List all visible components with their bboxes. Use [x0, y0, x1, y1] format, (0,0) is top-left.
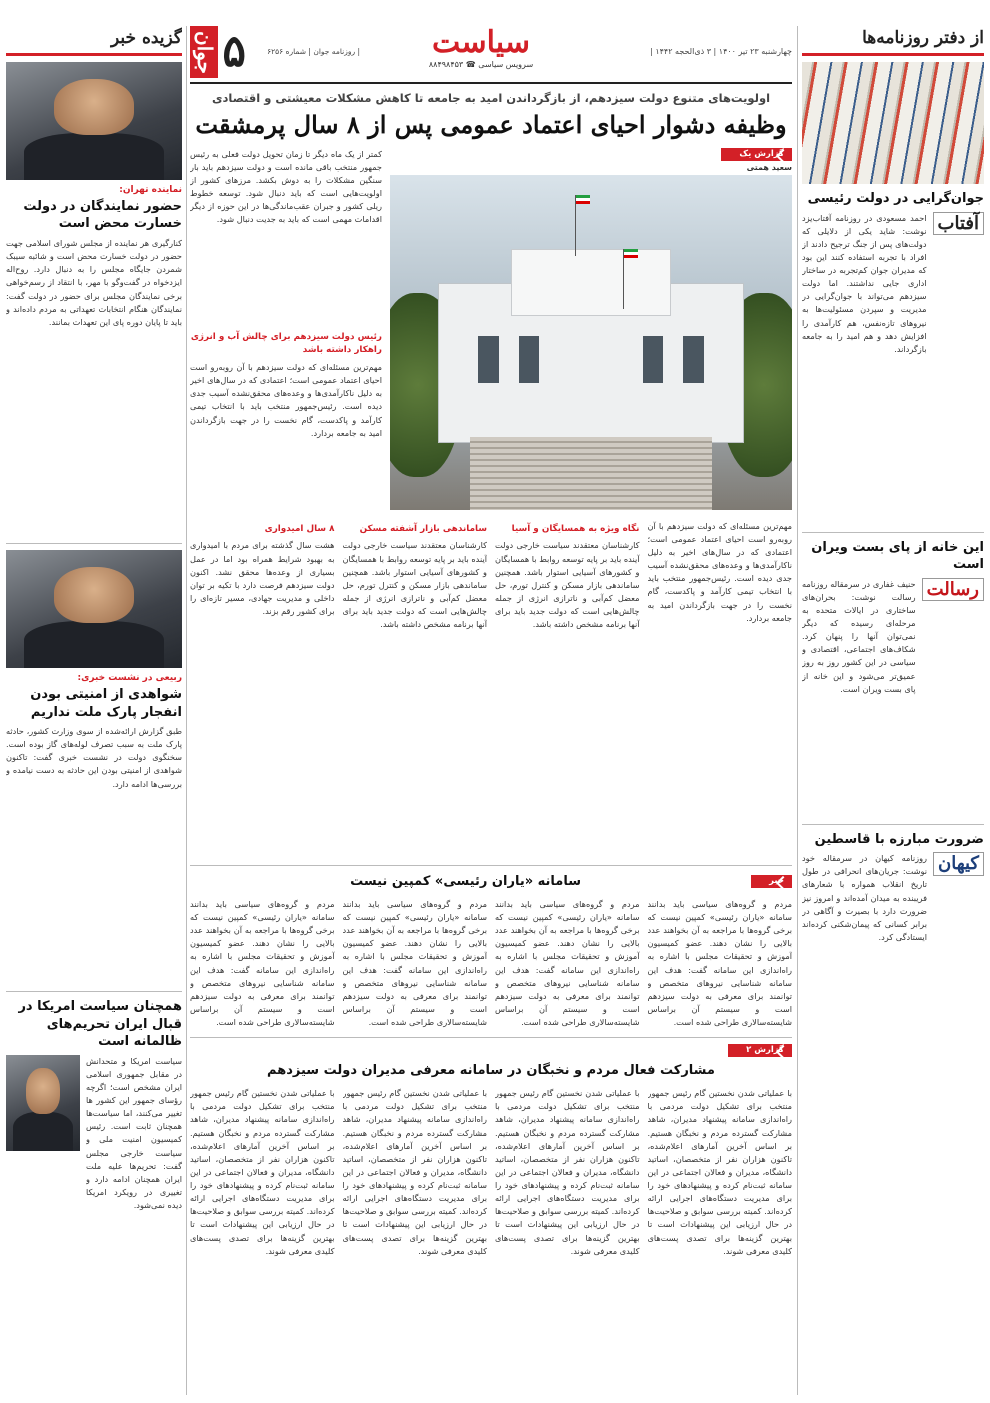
- main-col-text: کارشناسان معتقدند سیاست خارجی دولت آینده باید بر پایه توسعه روابط با همسایگان و کشورهای آسیایی استوار باشد. همچنین ساماندهی بازار مسکن و کنترل تورم، حل معضل کم‌آبی و ناترازی انرژی از جمله چالش‌هایی است که دولت جدید باید برای آنها برنامه مشخص داشته باشد.: [495, 540, 640, 630]
- subhead-eight-years: ۸ سال امیدواری: [264, 523, 335, 534]
- news-digest-title: گزیده خبر: [111, 27, 182, 48]
- main-col-text: کارشناسان معتقدند سیاست خارجی دولت آینده باید بر پایه توسعه روابط با همسایگان و کشورهای آسیایی استوار باشد. همچنین ساماندهی بازار مسکن و کنترل تورم، حل معضل کم‌آبی و ناترازی انرژی از جمله چالش‌هایی است که دولت جدید باید برای آنها برنامه مشخص داشته باشد.: [342, 540, 487, 630]
- press-story-body: احمد مسعودی در روزنامه آفتاب‌یزد نوشت: شاید یکی از دلایلی که دولت‌های پس از جنگ ترجیح دادند از افراد با تجربه استفاده کنند این بود که مدیران جوان کم‌تجربه در ساختار اداری جایی نداشتند. اما دولت سیزدهم می‌تواند با جوان‌گرایی در مدیریت و سپردن مسئولیت‌ها به نیروهای تازه‌نفس، هم کارآمدی را افزایش دهد و هم امید را به جامعه بازگرداند.: [802, 212, 927, 354]
- report-two-text: با عملیاتی شدن نخستین گام رئیس جمهور منتخب برای تشکیل دولت مردمی با راه‌اندازی سامانه پیشنهاد مدیران، شاهد مشارکت گسترده مردم و نخبگان هستیم. بر اساس آخرین آمارهای اعلام‌شده، تاکنون هزاران نفر از متخصصان، اساتید دانشگاه، مدیران و فعالان اجتماعی در این سامانه ثبت‌نام کرده و پیشنهادهای خود را برای مدیریت دستگاه‌های اجرایی ارائه کرده‌اند. کمیته بررسی سوابق و صلاحیت‌ها در حال ارزیابی این پیشنهادات است تا بهترین گزینه‌ها برای تصدی پست‌های کلیدی معرفی شوند.: [190, 1088, 335, 1256]
- digest-body: کنارگیری هر نماینده از مجلس شورای اسلامی جهت حضور در دولت خسارت محض است و شائبه سیبک شمردن جایگاه مجلس را به دنبال دارد. روح‌اله ایزدخواه در گفت‌وگو با مهر، با انتقاد از رسم‌خواهی برخی نمایندگان مجلس برای حضور در دولت گفت: نمایندگان هنگام انتخابات تعهداتی به مردم داده‌اند و باید تا پایان دوره پای این تعهدات بمانند.: [6, 238, 182, 327]
- page-number: ۵: [222, 26, 246, 77]
- report-two: [190, 1044, 792, 1387]
- main-lead-block: [190, 148, 382, 514]
- news-box-text: مرد‌م و گروه‌های سیاسی باید بدانند سامانه «یاران رئیسی» کمپین نیست که برخی گروه‌ها با مراجعه به آن بخواهند عدد بالایی را نشان دهند. عضو کمیسیون آموزش و تحقیقات مجلس با اشاره به راه‌اندازی این سامانه گفت: هدف این سامانه شناسایی نیروهای متخصص و توانمند برای معرفی به دولت سیزدهم است و سیستم آن براساس شایسته‌سالاری طراحی شده است.: [495, 898, 640, 1028]
- digest-title: شواهدی از امنیتی بودن انفجار پارک ملت نداریم: [30, 686, 182, 720]
- press-story-body: حنیف غفاری در سرمقاله روزنامه رسالت نوشت: بحران‌های ساختاری در ایالات متحده به مرحله‌ای رسیده که دیگر نمی‌توان آنها را پنهان کرد. شکاف‌های اجتماعی، اقتصادی و سیاسی در این کشور روز به روز عمیق‌تر می‌شود و این خانه از پای بست ویران است.: [802, 578, 916, 694]
- report-two-title: مشارکت فعال مردم و نخبگان در سامانه معرفی مدیران دولت سیزدهم: [267, 1062, 715, 1078]
- press-review-header: [802, 26, 984, 56]
- main-lead: کمتر از یک ماه دیگر تا زمان تحویل دولت فعلی به رئیس جمهور منتخب باقی مانده است و دولت سیزدهم باید بار سنگین مشکلات را به دوش بکشد. مرزهای کشور از اولویت‌هایی است که باید دنبال شود. توسعه خطوط ریلی کشور و جبران عقب‌ماندگی‌ها در این حوزه از دیگر اقدامات مهمی است که باید به جدیت دنبال شود.: [190, 148, 382, 225]
- press-story-1: [802, 190, 984, 526]
- subhead-water-energy: رئیس دولت سیزدهم برای چالش آب و انرژی راهکار داشته باشد: [190, 331, 382, 356]
- news-digest-header: [6, 26, 182, 56]
- digest-kicker: نماینده تهران:: [119, 185, 182, 195]
- aftab-logo: آفتاب: [933, 212, 984, 236]
- digest-story-3: [6, 991, 182, 1345]
- section-logo-block: [396, 26, 566, 71]
- section-logo: سیاست: [432, 25, 530, 60]
- masthead: [190, 26, 792, 84]
- rabiei-portrait: [6, 550, 182, 668]
- report-two-text: با عملیاتی شدن نخستین گام رئیس جمهور منتخب برای تشکیل دولت مردمی با راه‌اندازی سامانه پیشنهاد مدیران، شاهد مشارکت گسترده مردم و نخبگان هستیم. بر اساس آخرین آمارهای اعلام‌شده، تاکنون هزاران نفر از متخصصان، اساتید دانشگاه، مدیران و فعالان اجتماعی در این سامانه ثبت‌نام کرده و پیشنهادهای خود را برای مدیریت دستگاه‌های اجرایی ارائه کرده‌اند. کمیته بررسی سوابق و صلاحیت‌ها در حال ارزیابی این پیشنهادات است تا بهترین گزینه‌ها برای تصدی پست‌های کلیدی معرفی شوند.: [647, 1088, 792, 1256]
- press-story-3: [802, 824, 984, 1233]
- kayhan-logo: کیهان: [933, 852, 984, 876]
- news-tag: خبر: [751, 875, 792, 888]
- press-story-body: روزنامه کیهان در سرمقاله خود نوشت: جریان‌های انحرافی در طول تاریخ انقلاب همواره با شعارهای فریبنده به میدان آمده‌اند و امروز نیز ضرورت دارد با بصیرت و آگاهی در برابر کسانی که پیمان‌شکنی کرده‌اند ایستادگی کرد.: [802, 853, 927, 942]
- news-box-text: مرد‌م و گروه‌های سیاسی باید بدانند سامانه «یاران رئیسی» کمپین نیست که برخی گروه‌ها با مراجعه به آن بخواهند عدد بالایی را نشان دهند. عضو کمیسیون آموزش و تحقیقات مجلس با اشاره به راه‌اندازی این سامانه گفت: هدف این سامانه شناسایی نیروهای متخصص و توانمند برای معرفی به دولت سیزدهم است و سیستم آن براساس شایسته‌سالاری طراحی شده است.: [342, 898, 487, 1028]
- press-review-title: از دفتر روزنامه‌ها: [862, 27, 984, 48]
- main-col-text: مهم‌ترین مسئله‌ای که دولت سیزدهم با آن روبه‌رو است احیای اعتماد عمومی است؛ اعتمادی که در سال‌های اخیر به دلیل ناکارآمدی‌ها و وعده‌های محقق‌نشده آسیب جدی دیده است. رئیس‌جمهور منتخب باید با انتخاب تیمی کارآمد و پاکدست، گام نخست را در جهت بازگرداندن امید به جامعه بردارد.: [647, 520, 792, 623]
- izadkhah-portrait: [6, 62, 182, 180]
- main-headline: وظیفه دشوار احیای اعتماد عمومی پس از ۸ سال پرمشقت: [195, 109, 787, 139]
- column-divider: [186, 26, 187, 1395]
- column-divider: [797, 26, 798, 1395]
- main-kicker: اولویت‌های متنوع دولت سیزدهم، از بازگرداندن امید به جامعه تا کاهش مشکلات معیشتی و اقتصادی: [211, 91, 771, 105]
- digest-story-1: [6, 184, 182, 537]
- main-col-4: [190, 520, 335, 861]
- date-line: چهارشنبه ۲۳ تیر ۱۴۰۰ | ۳ ذی‌الحجه ۱۴۴۲ |: [650, 47, 792, 56]
- paper-brand-block: [190, 26, 360, 78]
- amirabadi-portrait: [6, 1055, 80, 1151]
- right-column: [802, 26, 984, 1395]
- author-name: سعید همتی: [746, 162, 792, 172]
- main-col-2: [495, 520, 640, 861]
- press-story-title: جوان‌گرایی در دولت رئیسی: [807, 191, 984, 206]
- center-area: [190, 26, 792, 1395]
- digest-story-2: [6, 543, 182, 985]
- paper-logo: جوان: [190, 26, 218, 78]
- paper-info: | روزنامه جوان | شماره ۶۲۵۶: [267, 47, 360, 57]
- main-story-columns: [190, 520, 792, 866]
- left-column: [6, 26, 182, 1395]
- press-story-2: [802, 532, 984, 818]
- main-top-row: [190, 148, 792, 514]
- main-col-1: [648, 520, 793, 861]
- resalat-logo: رسالت: [922, 578, 984, 602]
- report-tag: گزارش یک: [721, 148, 792, 161]
- main-body-a: مهم‌ترین مسئله‌ای که دولت سیزدهم با آن روبه‌رو است احیای اعتماد عمومی است؛ اعتمادی که در سال‌های اخیر به دلیل ناکارآمدی‌ها و وعده‌های محقق‌نشده آسیب جدی دیده است. رئیس‌جمهور منتخب باید با انتخاب تیمی کارآمد و پاکدست، گام نخست را در جهت بازگرداندن امید به جامعه بردارد.: [190, 362, 382, 438]
- pasteur-building-photo: [390, 175, 792, 510]
- subhead-housing: ساماندهی بازار آشفته مسکن: [359, 523, 487, 534]
- news-box: [190, 872, 792, 1038]
- press-story-title: ضرورت مبارزه با قاسطین: [814, 831, 984, 847]
- newsstand-photo: [802, 62, 984, 184]
- subhead-neighbors: نگاه ویژه به همسایگان و آسیا: [511, 523, 640, 534]
- digest-title: حضور نمایندگان در دولت خسارت محض است: [23, 198, 182, 232]
- news-box-text: مرد‌م و گروه‌های سیاسی باید بدانند سامانه «یاران رئیسی» کمپین نیست که برخی گروه‌ها با مراجعه به آن بخواهند عدد بالایی را نشان دهند. عضو کمیسیون آموزش و تحقیقات مجلس با اشاره به راه‌اندازی این سامانه گفت: هدف این سامانه شناسایی نیروهای متخصص و توانمند برای معرفی به دولت سیزدهم است و سیستم آن براساس شایسته‌سالاری طراحی شده است.: [190, 898, 335, 1028]
- report-two-text: با عملیاتی شدن نخستین گام رئیس جمهور منتخب برای تشکیل دولت مردمی با راه‌اندازی سامانه پیشنهاد مدیران، شاهد مشارکت گسترده مردم و نخبگان هستیم. بر اساس آخرین آمارهای اعلام‌شده، تاکنون هزاران نفر از متخصصان، اساتید دانشگاه، مدیران و فعالان اجتماعی در این سامانه ثبت‌نام کرده و پیشنهادهای خود را برای مدیریت دستگاه‌های اجرایی ارائه کرده‌اند. کمیته بررسی سوابق و صلاحیت‌ها در حال ارزیابی این پیشنهادات است تا بهترین گزینه‌ها برای تصدی پست‌های کلیدی معرفی شوند.: [495, 1088, 640, 1256]
- report-two-tag: گزارش ۲: [728, 1044, 792, 1057]
- digest-title: همچنان سیاست امریکا در قبال ایران تحریم‌های ظالمانه است: [18, 999, 182, 1050]
- main-col-text: هشت سال گذشته برای مردم با امیدواری به بهبود شرایط همراه بود اما در عمل بسیاری از وعده‌ها محقق نشد. اکنون دولت سیزدهم فرصت دارد با تکیه بر توان داخلی و مدیریت جهادی، مسیر تازه‌ای را برای کشور رقم بزند.: [190, 540, 335, 617]
- masthead-date-block: [602, 26, 792, 58]
- report-two-text: با عملیاتی شدن نخستین گام رئیس جمهور منتخب برای تشکیل دولت مردمی با راه‌اندازی سامانه پیشنهاد مدیران، شاهد مشارکت گسترده مردم و نخبگان هستیم. بر اساس آخرین آمارهای اعلام‌شده، تاکنون هزاران نفر از متخصصان، اساتید دانشگاه، مدیران و فعالان اجتماعی در این سامانه ثبت‌نام کرده و پیشنهادهای خود را برای مدیریت دستگاه‌های اجرایی ارائه کرده‌اند. کمیته بررسی سوابق و صلاحیت‌ها در حال ارزیابی این پیشنهادات است تا بهترین گزینه‌ها برای تصدی پست‌های کلیدی معرفی شوند.: [342, 1088, 487, 1256]
- main-photo-block: [390, 148, 792, 514]
- news-box-title: سامانه «یاران رئیسی» کمپین نیست: [350, 873, 581, 889]
- press-story-title: این خانه از پای بست ویران است: [811, 539, 984, 573]
- digest-body: طبق گزارش ارائه‌شده از سوی وزارت کشور، حادثه پارک ملت به سبب تصرف لوله‌های گاز بوده است. سخنگوی دولت در نشست خبری گفت: تاکنون شواهدی از امنیتی بودن این حادثه به دست نیامده و بررسی‌ها ادامه دارد.: [6, 726, 182, 789]
- digest-kicker: ربیعی در نشست خبری:: [77, 673, 182, 684]
- main-col-3: [343, 520, 488, 861]
- section-sub: سرویس سیاسی ☎ ۸۸۴۹۸۴۵۳: [428, 60, 534, 69]
- news-box-text: مرد‌م و گروه‌های سیاسی باید بدانند سامانه «یاران رئیسی» کمپین نیست که برخی گروه‌ها با مراجعه به آن بخواهند عدد بالایی را نشان دهند. عضو کمیسیون آموزش و تحقیقات مجلس با اشاره به راه‌اندازی این سامانه گفت: هدف این سامانه شناسایی نیروهای متخصص و توانمند برای معرفی به دولت سیزدهم است و سیستم آن براساس شایسته‌سالاری طراحی شده است.: [647, 898, 792, 1028]
- digest-body: سیاست امریکا و متحدانش در مقابل جمهوری اسلامی ایران مشخص است؛ اگرچه رؤسای جمهور این کشور ها تغییر می‌کنند، اما سیاست‌ها همچنان ثابت است. رئیس کمیسیون امنیت ملی و سیاست خارجی مجلس گفت: تحریم‌ها علیه ملت ایران همچنان ادامه دارد و تغییری در رویکرد امریکا دیده نمی‌شود.: [86, 1055, 182, 1211]
